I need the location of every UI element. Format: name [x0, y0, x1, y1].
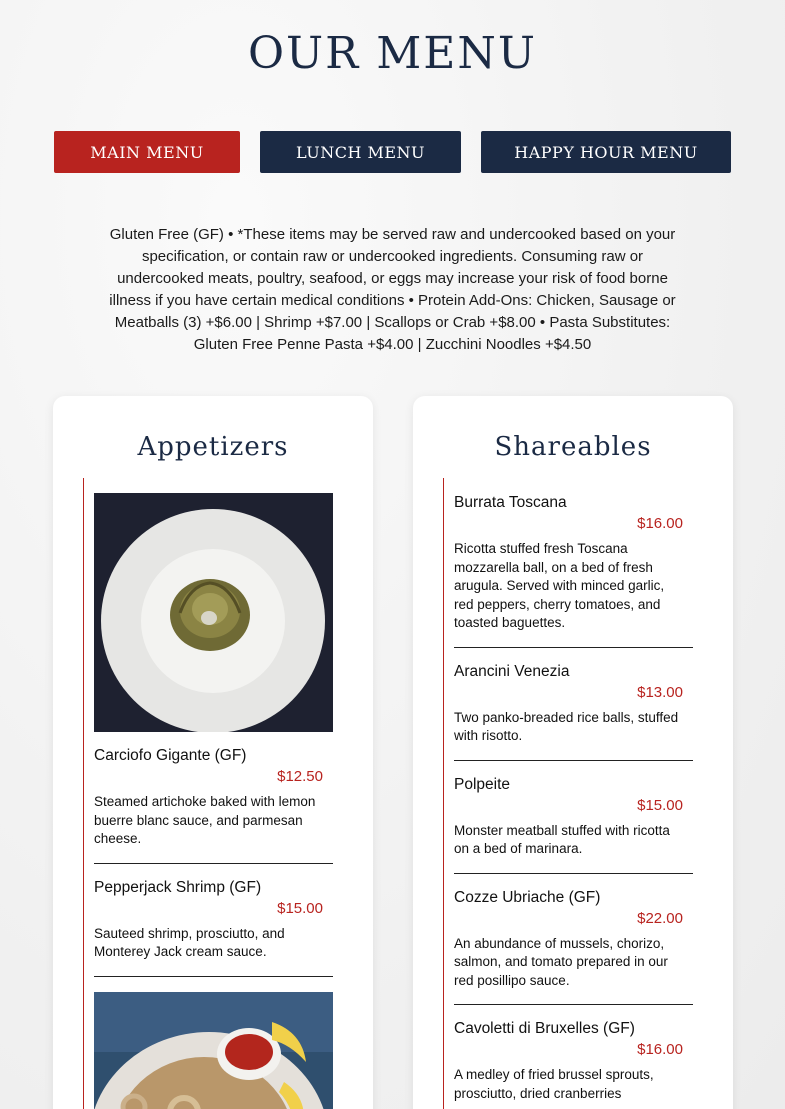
menu-item — [454, 662, 693, 761]
calamari-photo — [94, 992, 333, 1109]
menu-notice: Gluten Free (GF) • *These items may be served raw and undercooked based on your specification, or contain raw or undercooked ingredients. Consuming raw or undercooked meats, poultry, seafood, or eggs may increase your risk of food borne illness if you have certain medical conditions • Protein Add-Ons: Chicken, Sausage or Meatballs (3) +$6.00 | Shrimp +$7.00 | Scallops or Crab +$8.00 • Pasta Substitutes: Gluten Free Penne Pasta +$4.00 | Zucchini Noodles +$4.50 — [109, 226, 676, 353]
item-price: $15.00 — [637, 796, 683, 814]
menu-item — [94, 746, 333, 864]
item-name: Carciofo Gigante (GF) — [94, 747, 247, 764]
item-description: Monster meatball stuffed with ricotta on a bed of marinara. — [454, 822, 670, 856]
item-price: $15.00 — [277, 899, 323, 917]
item-name: Cozze Ubriache (GF) — [454, 888, 601, 906]
page-title: OUR MENU — [247, 28, 538, 79]
item-price: $13.00 — [637, 683, 683, 701]
item-description: Steamed artichoke baked with lemon buerre blanc sauce, and parmesan cheese. — [94, 794, 316, 846]
shareables-heading: Shareables — [494, 432, 652, 462]
menu-item — [454, 775, 693, 874]
item-description: A medley of fried brussel sprouts, prosciutto, dried cranberries — [454, 1067, 654, 1101]
item-description: Sauteed shrimp, prosciutto, and Monterey Jack cream sauce. — [94, 925, 285, 959]
item-description: Ricotta stuffed fresh Toscana mozzarella ball, on a bed of fresh arugula. Served with minced garlic, red peppers, cherry tomatoes, and toasted baguettes. — [454, 541, 665, 630]
tab-main-menu[interactable]: MAIN MENU — [54, 131, 240, 173]
section-divider-line — [83, 478, 84, 1109]
item-name: Pepperjack Shrimp (GF) — [94, 878, 262, 896]
shareables-card — [413, 396, 733, 1109]
item-price: $22.00 — [637, 909, 683, 927]
tab-happy-hour-menu[interactable]: HAPPY HOUR MENU — [481, 131, 731, 173]
tab-lunch-menu[interactable]: LUNCH MENU — [260, 131, 461, 173]
section-divider-line — [443, 478, 444, 1109]
item-name: Burrata Toscana — [454, 494, 567, 511]
item-price: $16.00 — [637, 1041, 683, 1058]
item-description: An abundance of mussels, chorizo, salmon, and tomato prepared in our red posillipo sauce. — [454, 935, 668, 988]
appetizers-card — [53, 396, 373, 1109]
menu-tabs — [0, 131, 785, 173]
item-name: Cavoletti di Bruxelles (GF) — [454, 1020, 635, 1037]
item-price: $12.50 — [277, 768, 323, 785]
menu-item — [454, 1019, 693, 1109]
item-description: Two panko-breaded rice balls, stuffed with risotto. — [454, 709, 679, 743]
item-name: Polpeite — [454, 775, 511, 793]
artichoke-photo — [94, 493, 333, 732]
appetizers-heading: Appetizers — [137, 432, 289, 462]
menu-item — [94, 878, 333, 977]
menu-item — [454, 493, 693, 648]
menu-item — [454, 888, 693, 1006]
item-name: Arancini Venezia — [454, 662, 570, 680]
item-price: $16.00 — [637, 515, 683, 532]
